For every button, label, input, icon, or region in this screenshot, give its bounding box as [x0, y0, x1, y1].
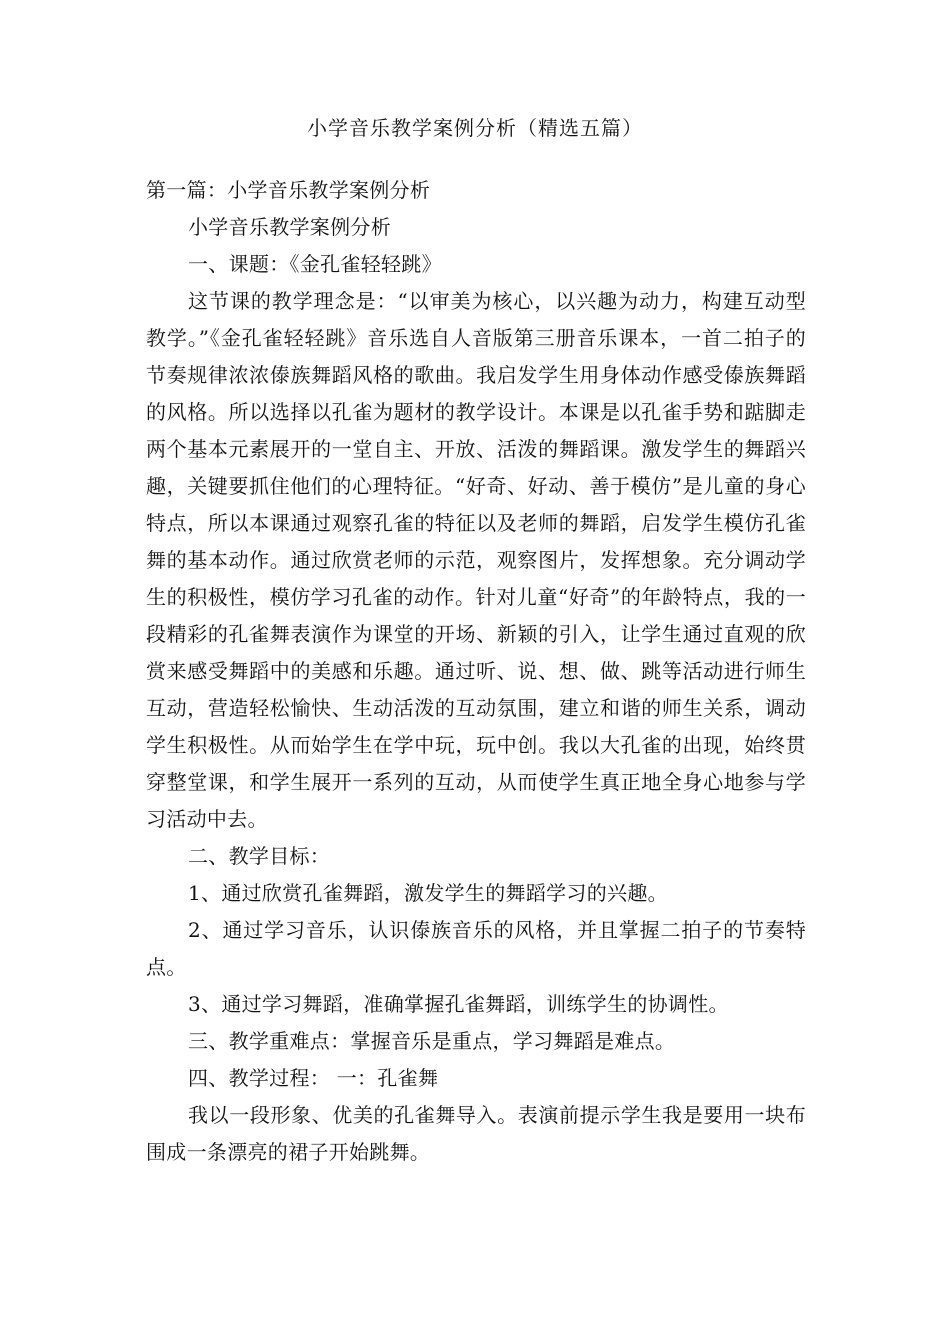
concept-paragraph: 这节课的教学理念是：“以审美为核心，以兴趣为动力，构建互动型教学。”《金孔雀轻轻跳》音乐选自人音版第三册音乐课本，一首二拍子的节奏规律浓浓傣族舞蹈风格的歌曲。我启发学生用身体动作感受傣族舞蹈的风格。所以选择以孔雀为题材的教学设计。本课是以孔雀手势和踮脚走两个基本元素展开的一堂自主、开放、活泼的舞蹈课。激发学生的舞蹈兴趣，关键要抓住他们的心理特征。“好奇、好动、善于模仿”是儿童的身心特点，所以本课通过观察孔雀的特征以及老师的舞蹈，启发学生模仿孔雀舞的基本动作。通过欣赏老师的示范，观察图片，发挥想象。充分调动学生的积极性，模仿学习孔雀的动作。针对儿童“好奇”的年龄特点，我的一段精彩的孔雀舞表演作为课堂的开场、新颖的引入，让学生通过直观的欣赏来感受舞蹈中的美感和乐趣。通过听、说、想、做、跳等活动进行师生互动，营造轻松愉快、生动活泼的互动氛围，建立和谐的师生关系，调动学生积极性。从而始学生在学中玩，玩中创。我以大孔雀的出现，始终贯穿整堂课，和学生展开一系列的互动，从而使学生真正地全身心地参与学习活动中去。 [146, 289, 806, 831]
key-points: 三、教学重难点：掌握音乐是重点，学习舞蹈是难点。 [188, 1029, 676, 1053]
objective-3: 3、通过学习舞蹈，准确掌握孔雀舞蹈，训练学生的协调性。 [188, 992, 729, 1016]
section-heading: 第一篇：小学音乐教学案例分析 [146, 178, 431, 202]
objective-1: 1、通过欣赏孔雀舞蹈，激发学生的舞蹈学习的兴趣。 [188, 881, 668, 905]
subtitle: 小学音乐教学案例分析 [188, 215, 391, 239]
document-body [146, 172, 806, 1171]
topic-line: 一、课题：《金孔雀轻轻跳》 [188, 252, 442, 276]
document-title: 小学音乐教学案例分析（精选五篇） [307, 116, 643, 140]
process-intro: 我以一段形象、优美的孔雀舞导入。表演前提示学生我是要用一块布围成一条漂亮的裙子开始跳舞。 [146, 1103, 806, 1164]
objectives-heading: 二、教学目标： [188, 844, 331, 868]
objective-2: 2、通过学习音乐，认识傣族音乐的风格，并且掌握二拍子的节奏特点。 [146, 918, 806, 979]
process-heading: 四、教学过程： 一：孔雀舞 [188, 1066, 439, 1090]
